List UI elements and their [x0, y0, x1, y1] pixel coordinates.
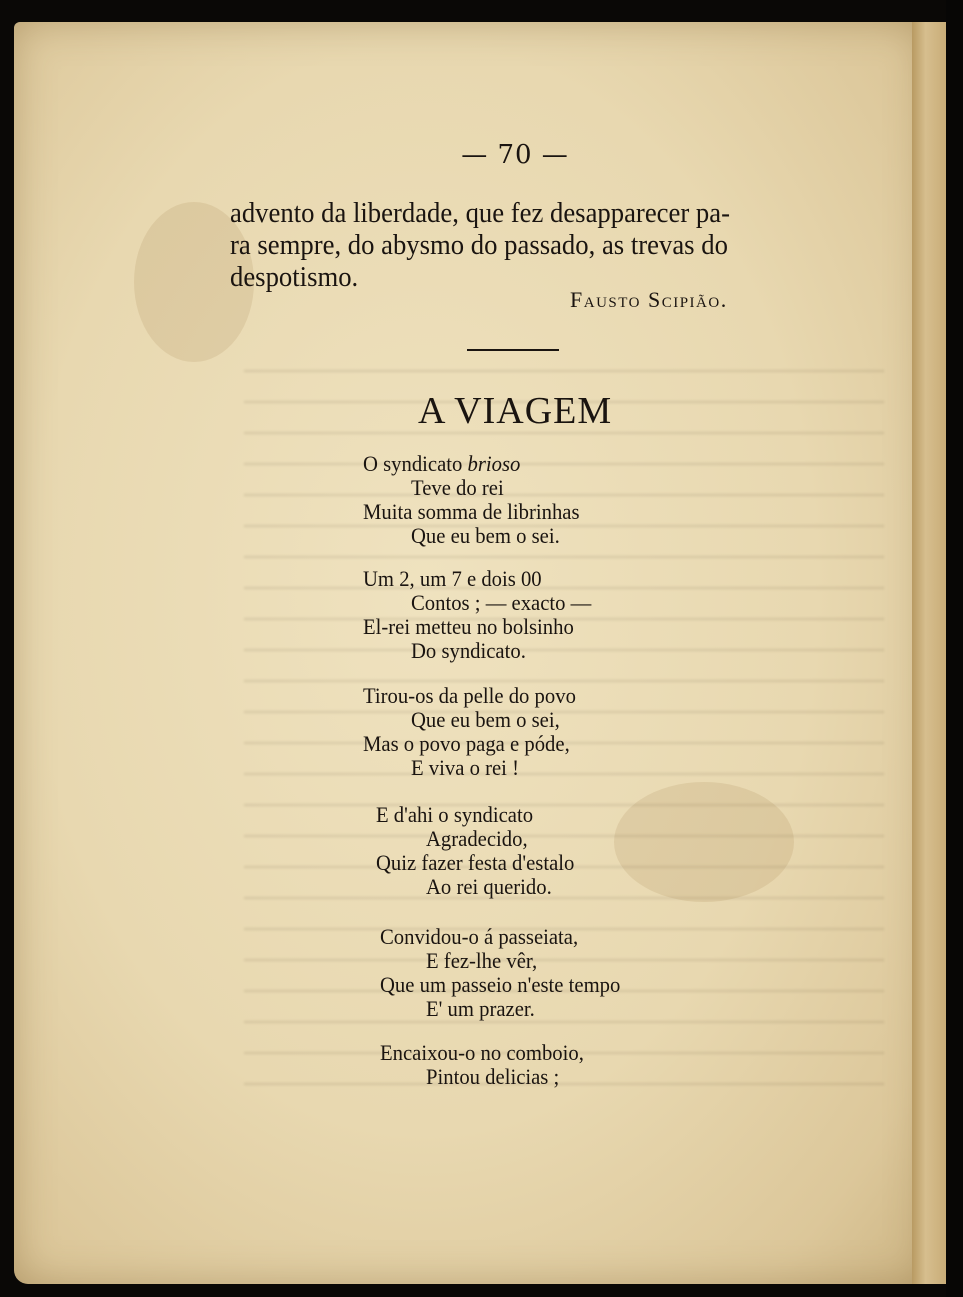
- poem-line: E' um prazer.: [426, 996, 535, 1021]
- author-signature: Fausto Scipião.: [570, 287, 728, 312]
- poem-line: O syndicato brioso: [363, 451, 521, 476]
- poem-line: Que eu bem o sei,: [411, 707, 560, 732]
- poem-title: A VIAGEM: [418, 390, 613, 432]
- poem-line: Pintou delicias ;: [426, 1064, 560, 1089]
- poem-line: Um 2, um 7 e dois 00: [363, 566, 542, 591]
- binding-gutter: [912, 22, 946, 1284]
- poem-line: E fez-lhe vêr,: [426, 948, 538, 973]
- poem-line: Teve do rei: [411, 475, 504, 500]
- poem-line: Muita somma de librinhas: [363, 499, 580, 524]
- prose-line: despotismo.: [230, 261, 359, 293]
- prose-paragraph: [230, 197, 764, 293]
- section-divider: [467, 349, 559, 351]
- poem-line: El-rei metteu no bolsinho: [363, 614, 574, 639]
- page-number: — 70 —: [461, 140, 569, 170]
- poem-line: E d'ahi o syndicato: [376, 802, 534, 827]
- poem-line: Tirou-os da pelle do povo: [363, 683, 576, 708]
- poem-line: Quiz fazer festa d'estalo: [376, 850, 575, 875]
- poem-line: Encaixou-o no comboio,: [380, 1040, 584, 1065]
- poem-line: Que um passeio n'este tempo: [380, 972, 621, 997]
- poem-line: Ao rei querido.: [426, 874, 552, 899]
- poem-line: Que eu bem o sei.: [411, 523, 560, 548]
- poem-line: Mas o povo paga e póde,: [363, 731, 570, 756]
- scan-border: [946, 0, 963, 1297]
- stain: [614, 782, 794, 902]
- poem-line: Agradecido,: [426, 826, 528, 851]
- poem-line: Convidou-o á passeiata,: [380, 924, 579, 949]
- poem-line: E viva o rei !: [411, 755, 519, 780]
- prose-line: ra sempre, do abysmo do passado, as trevas do: [230, 229, 728, 261]
- poem-line: Do syndicato.: [411, 638, 526, 663]
- prose-line: advento da liberdade, que fez desapparecer pa-: [230, 197, 730, 229]
- poem-line: Contos ; — exacto —: [411, 590, 592, 615]
